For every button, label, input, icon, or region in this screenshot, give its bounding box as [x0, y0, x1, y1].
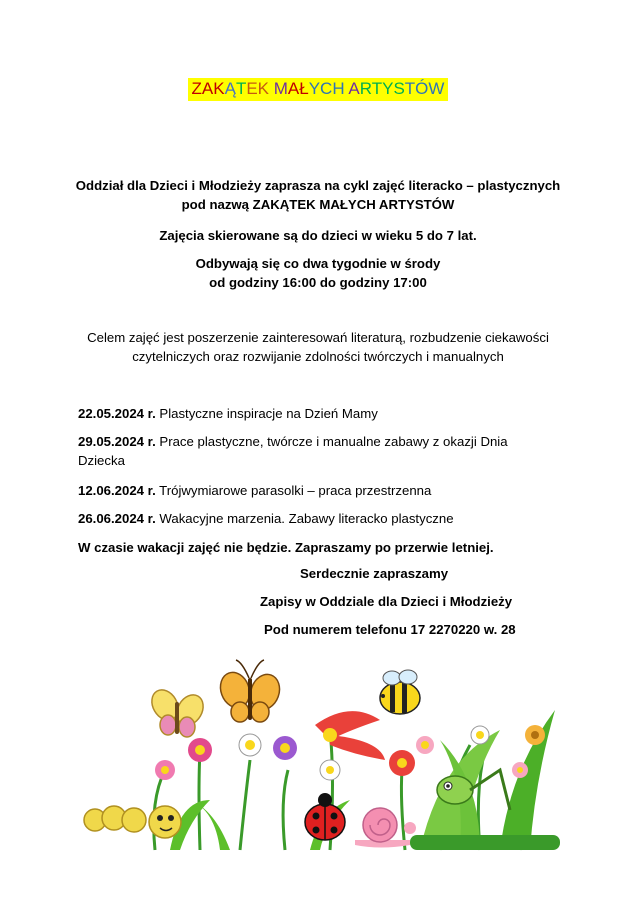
schedule-date: 22.05.2024 r. [78, 406, 156, 421]
snail-icon [355, 808, 416, 848]
title-part: T [235, 79, 247, 98]
schedule-item [78, 481, 548, 500]
title-banner [188, 78, 449, 101]
schedule-text: Trójwymiarowe parasolki – praca przestrzenna [155, 483, 432, 498]
schedule-text: Wakacyjne marzenia. Zabawy literacko plastyczne [155, 511, 454, 526]
caterpillar-icon [84, 806, 181, 838]
holiday-note: W czasie wakacji zajęć nie będzie. Zapraszamy po przerwie letniej. [78, 540, 494, 555]
schedule-item [78, 432, 548, 470]
ladybug-icon [305, 793, 345, 840]
title-part: M [273, 79, 288, 98]
title-part: YCH [308, 79, 349, 98]
schedule-item [78, 509, 548, 528]
title-part: EK [246, 79, 274, 98]
schedule-date: 29.05.2024 r. [78, 434, 156, 449]
butterfly-icon [216, 660, 285, 722]
schedule-text: Prace plastyczne, twórcze i manualne zabawy z okazji Dnia Dziecka [78, 434, 508, 468]
phone-text: Pod numerem telefonu 17 2270220 w. 28 [264, 622, 516, 637]
title-part: AŁ [287, 79, 309, 98]
bee-icon [380, 670, 420, 714]
signup-text: Zapisy w Oddziale dla Dzieci i Młodzieży [260, 594, 513, 609]
garden-illustration [80, 650, 570, 855]
schedule-info-1: Odbywają się co dwa tygodnie w środy [195, 256, 441, 271]
goal-line-2: czytelniczych oraz rozwijanie zdolności twórczych i manualnych [132, 349, 504, 364]
schedule-text: Plastyczne inspiracje na Dzień Mamy [155, 406, 378, 421]
title-part: TÓW [404, 79, 445, 98]
goal-line-1: Celem zajęć jest poszerzenie zainteresowań literaturą, rozbudzenie ciekawości [87, 330, 549, 345]
title-part: A [348, 79, 360, 98]
schedule-item [78, 404, 548, 423]
schedule-date: 26.06.2024 r. [78, 511, 156, 526]
title-area [0, 78, 636, 101]
title-part: ZAK [191, 79, 225, 98]
flower-icon [315, 711, 385, 760]
intro-line-2: pod nazwą ZAKĄTEK MAŁYCH ARTYSTÓW [181, 197, 455, 212]
intro-line-1: Oddział dla Dzieci i Młodzieży zaprasza na cykl zajęć literacko – plastycznych [75, 178, 561, 193]
schedule-info-2: od godziny 16:00 do godziny 17:00 [209, 275, 427, 290]
title-part: Ą [224, 79, 236, 98]
title-part: RTYS [359, 79, 405, 98]
butterfly-icon [147, 685, 209, 737]
invite-text: Serdecznie zapraszamy [300, 566, 449, 581]
schedule-date: 12.06.2024 r. [78, 483, 156, 498]
age-info: Zajęcia skierowane są do dzieci w wieku 5 do 7 lat. [159, 228, 477, 243]
